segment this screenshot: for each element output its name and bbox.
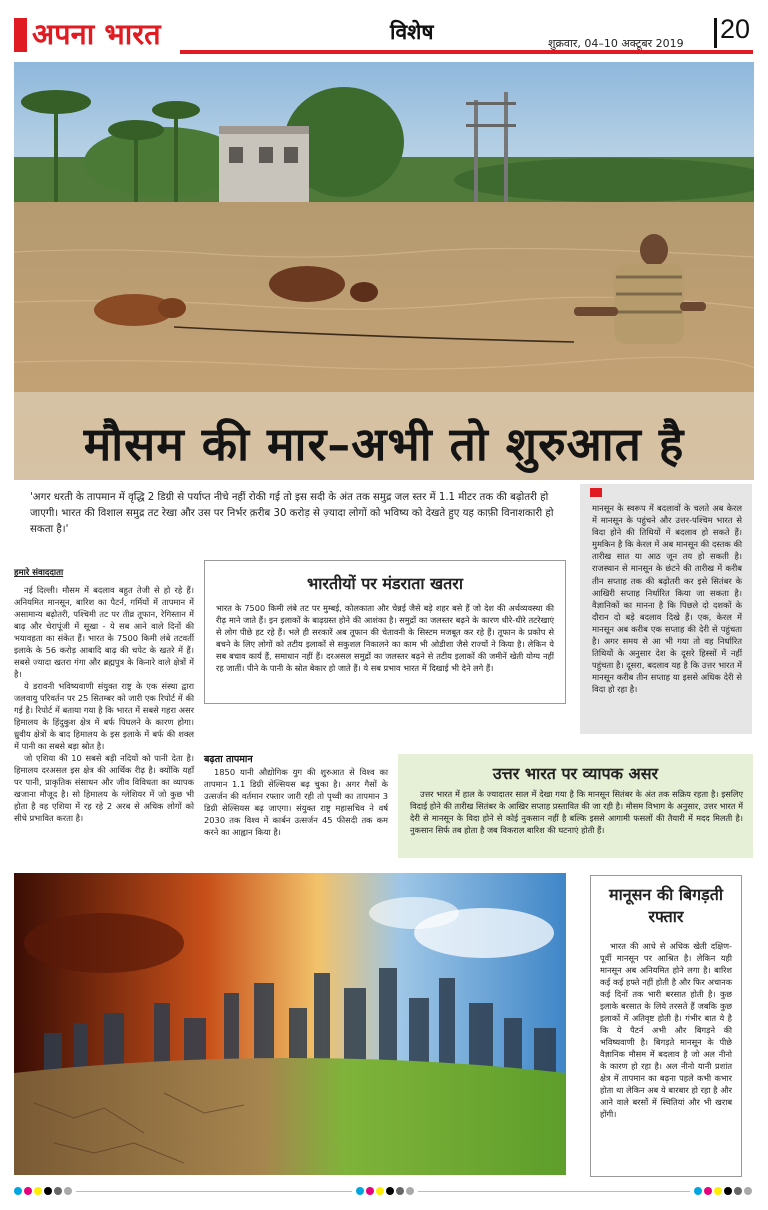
- reg-dot-black: [724, 1187, 732, 1195]
- registration-marks: [14, 1185, 754, 1197]
- pull-quote: 'अगर धरती के तापमान में वृद्धि 2 डिग्री से पर्याप्त नीचे नहीं रोकी गई तो इस सदी के अंत तक समुद्र जल स्तर में 1.1 मीटर तक की बढ़ोतरी हो जाएगी। भारत की विशाल समुद्र तट रेखा और उस पर निर्भर क़रीब 30 करोड़ से ज़्यादा लोगों को भविष्य को देखते हुए यह काफ़ी विनाशकारी हो सकता है।': [30, 492, 554, 535]
- warming-text: 1850 यानी औद्योगिक युग की शुरुआत से विश्व का तापमान 1.1 डिग्री सेल्सियस बढ़ चुका है। अगर गैसों के उत्सर्जन की वर्तमान रफ्तार जारी रही तो पृथ्वी का तापमान 3 डिग्री सेल्सियस बढ़ जाएगा। संयुक्त राष्ट्र महासचिव ने वर्ष 2030 तक विश्व में कार्बन उत्सर्जन 45 फीसदी तक कम करने का आह्वान किया है।: [204, 767, 388, 837]
- reg-dot-cyan: [356, 1187, 364, 1195]
- dateline: शुक्रवार, 04–10 अक्टूबर 2019: [548, 37, 684, 50]
- reg-dot-cyan: [694, 1187, 702, 1195]
- india-threat-text: भारत के 7500 किमी लंबे तट पर मुम्बई, कोलकाता और चेन्नई जैसे बड़े शहर बसे हैं जो देश की अर्थव्यवस्था की रीढ़ माने जाते हैं। इन इलाकों के बाढ़ग्रस्त होने की आशंका है। समुद्रों का जलस्तर बढ़ने के कारण धीरे-धीरे तटरेखाएं से लोग पीछे हट रहे हैं। भले ही सरकारें अब तूफान की चेतावनी के सिस्टम मजबूत कर रहे हैं। तूफान के प्रकोप से बचने के लिए लोगों को तटीय इलाकों से सकुशल निकालने का काम भी ओडीशा जैसे राज्यों ने किया है। लेकिन ये सब बचाव कार्य हैं, समाधान नहीं हैं। दरअसल समुद्रों का जलस्तर बढ़ने से तटीय इलाकों की जमीनें खेती योग्य नहीं रह जातीं। पीने के पानी के स्रोत बेकार हो जाते हैं। ये सब प्रभाव भारत में दिखाई भी देने लगे हैं।: [216, 603, 554, 673]
- reg-dot-gray: [734, 1187, 742, 1195]
- page-number: 20: [720, 14, 751, 44]
- main-paragraph: नई दिल्ली। मौसम में बदलाव बहुत तेजी से हो रहे हैं। अनियमित मानसून, बारिश का पैटर्न, गर्मियों में तापमान में असामान्य बढ़ोतरी, पश्चिमी तट पर तीव्र तूफान, रेगिस्तान में बाढ़ और चेरापूंजी में सूखा - ये सब आने वाले दिनों की भयावहता का संकेत हैं। भारत के 7500 किमी लंबे तटवर्ती इलाके के 56 करोड़ आबादि बाढ़ की चपेट के खतरे में हैं। सबसे ज्यादा खतरा गंगा और ब्रह्मपुत्र के किनारे वाले क्षेत्रों में है।: [14, 585, 194, 679]
- reg-dot-black: [44, 1187, 52, 1195]
- reg-dot-lightgray: [64, 1187, 72, 1195]
- reg-dot-yellow: [714, 1187, 722, 1195]
- reg-dot-gray: [396, 1187, 404, 1195]
- reg-line: [76, 1191, 352, 1192]
- page-number-divider: [714, 18, 717, 48]
- sidebar-marker: [590, 488, 602, 497]
- india-threat-title: भारतीयों पर मंडराता खतरा: [307, 574, 463, 593]
- reg-dot-magenta: [24, 1187, 32, 1195]
- monsoon-pace-title: [590, 884, 742, 928]
- reg-dot-magenta: [366, 1187, 374, 1195]
- header-rule: [180, 50, 753, 54]
- sidebar-monsoon-text: मानसून के स्वरूप में बदलावों के चलते अब केरल में मानसून के पहुंचने और उत्तर-पश्चिम भारत से विदा होने की तिथियों में बदलाव हो सकते हैं। मुमकिन है कि केरल में अब मानसून की दस्तक की तारीख सात या आठ जून तय हो सकती है। राजस्थान से मानसून के छंटने की तारीख में करीब तीन सप्ताह तक की बढ़ोतरी कर इसे सितंबर के आखिरी सप्ताह निर्धारित किया जा सकता है। वैज्ञानिकों का मानना है कि पिछले दो दशकों के दौरान दो बड़े बदलाव दिखे हैं। एक, केरल में मानसून अब करीब एक सप्ताह की देरी से पहुंचता है। अगर समय से आ भी गया तो वह निर्धारित तिथियों के अनुसार देश के दूसरे हिस्सों में नहीं पहुंचता है। दूसरा, बदलाव यह है कि उत्तर भारत में मानसून करीब तीन सप्ताह या इससे अधिक देरी से विदा हो रहा है।: [592, 503, 742, 695]
- reg-dot-cyan: [14, 1187, 22, 1195]
- reg-dot-black: [386, 1187, 394, 1195]
- warming-title: बढ़ता तापमान: [204, 754, 253, 765]
- masthead: अपना भारत: [32, 17, 161, 51]
- monsoon-pace-text: भारत की आधे से अधिक खेती दक्षिण-पूर्वी मानसून पर आश्रित है। लेकिन यही मानसून अब अनियमित होने लगा है। बारिश कई कई हफ्ते नहीं होती है और फिर अचानक कई दिनों तक भारी बरसात होती है। कुछ इलाके बरसात के लिये तरसते हैं जबकि कुछ इलाकों में अतिवृष्ट होती है। गंभीर बात ये है कि ये पैटर्न अभी और बिगड़ने की भविष्यवाणी है। बिगड़ते मानसून के पीछे वैज्ञानिक मौसम में बदलाव है जो अल नीनो के कारण हो रहा है। अल नीनो यानी प्रशांत क्षेत्र में तापमान का बढ़ना पहले कभी कभार होता था लेकिन अब ये बारबार हो रहा है और आने वाले बरसों में स्थितियां और भी खराब होंगी।: [600, 941, 732, 1119]
- byline: हमारे संवाददाता: [14, 568, 64, 578]
- main-paragraph: ये डरावनी भविष्यवाणी संयुक्त राष्ट्र के एक संस्था द्वारा जलवायु परिवर्तन पर 25 सितम्बर को जारी एक रिपोर्ट में की गई है। रिपोर्ट में बताया गया है कि भारत में सबसे गहरा असर हिमालय के हिंदुकुश क्षेत्र में बर्फ पिघलने के कारण होगा। ध्रुवीय क्षेत्रों के बाद हिमालय के इस इलाके में बर्फ की शक्ल में पानी का सबसे बड़ा स्रोत है।: [14, 681, 194, 751]
- masthead-bar: [14, 18, 27, 52]
- reg-dot-yellow: [376, 1187, 384, 1195]
- monsoon-pace-title-text: मानूसन की बिगड़ती रफ्तार: [609, 885, 723, 926]
- reg-dot-lightgray: [744, 1187, 752, 1195]
- page-headline: मौसम की मार–अभी तो शुरुआत है: [83, 417, 685, 471]
- reg-dot-yellow: [34, 1187, 42, 1195]
- north-india-text: उत्तर भारत में हाल के ज्यादातर साल में देखा गया है कि मानसून सितंबर के अंत तक सक्रिय रहता है। इसलिए विदाई होने की तारीख सितंबर के आखिर सप्ताह प्रस्तावित की जा रही है। मौसम विभाग के अनुसार, उत्तर भारत में देरी से मानसून के विदा होने से कोई नुकसान नहीं है बल्कि इससे आगामी फसलों की तैयारी में मदद मिलती है। नुकसान सिर्फ तब होता है जब विकराल बारिश की घटनाएं होती हैं।: [410, 789, 743, 835]
- reg-dot-lightgray: [406, 1187, 414, 1195]
- reg-dot-magenta: [704, 1187, 712, 1195]
- reg-dot-gray: [54, 1187, 62, 1195]
- main-paragraph: जो एशिया की 10 सबसे बड़ी नदियों को पानी देता है। हिमालय दरअसल इस क्षेत्र की आर्थिक रीढ़ है। क्योंकि यहाँ पर पानी, प्राकृतिक संसाधन और जीव विविधता का व्यापक खजाना मौजूद है। सो हिमालय के ग्लेशियर में जो कुछ भी होता है वह एशिया में रह रहे 2 अरब से अधिक लोगों को सीधे प्रभावित करता है।: [14, 753, 194, 823]
- main-article: [14, 584, 194, 824]
- section-title: विशेष: [390, 19, 434, 44]
- climate-contrast-image: [14, 873, 566, 1175]
- north-india-title: उत्तर भारत पर व्यापक असर: [492, 764, 659, 783]
- reg-line: [418, 1191, 690, 1192]
